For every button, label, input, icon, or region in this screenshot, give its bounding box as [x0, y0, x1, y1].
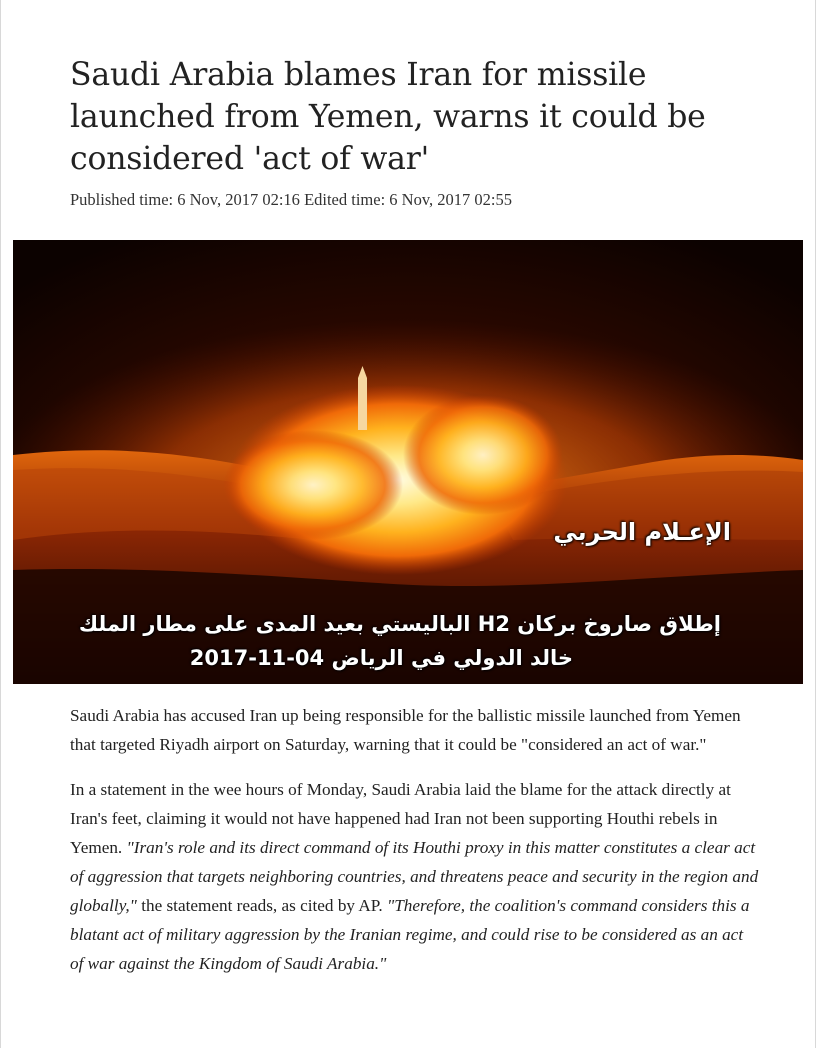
quote-1: "Iran's role and its direct command of its Houthi proxy in this matter constitutes a clear act of aggression that targets neighboring countries, and threatens peace and security in the region and globally," [70, 838, 759, 915]
image-caption-line-2: خالد الدولي في الرياض 04-11-2017 [189, 646, 573, 670]
edited-label: Edited time: [304, 190, 386, 209]
published-time: 6 Nov, 2017 02:16 [177, 190, 300, 209]
hero-image[interactable] [13, 240, 803, 684]
paragraph-2-intro: In a statement in the wee hours of Monday, Saudi Arabia laid the blame for the attack directly at Iran's feet, claiming it would not have happened had Iran not been supporting Houthi rebels in Yemen. [70, 780, 731, 857]
attribution: the statement reads, as cited by AP. [141, 896, 383, 915]
paragraph-2 [70, 775, 760, 978]
published-label: Published time: [70, 190, 174, 209]
page-border-left [0, 0, 1, 1048]
quote-2: "Therefore, the coalition's command considers this a blatant act of military aggression by the Iranian regime, and could rise to be considered as an act of war against the Kingdom of Saudi Arabia." [70, 896, 750, 973]
broadcaster-logo-text: الإعـلام الحربي [553, 518, 731, 546]
headline: Saudi Arabia blames Iran for missile launched from Yemen, warns it could be considered 'act of war' [70, 57, 706, 177]
paragraph-1: Saudi Arabia has accused Iran up being responsible for the ballistic missile launched from Yemen that targeted Riyadh airport on Saturday, warning that it could be "considered an act of war." [70, 706, 741, 754]
missile [358, 378, 367, 430]
article-meta [70, 190, 770, 210]
article-body [70, 701, 760, 994]
fireball-left [223, 430, 403, 540]
fireball-right [403, 395, 563, 515]
edited-time: 6 Nov, 2017 02:55 [389, 190, 512, 209]
image-caption-line-1: إطلاق صاروخ بركان H2 الباليستي بعيد المدى على مطار الملك [78, 612, 721, 636]
